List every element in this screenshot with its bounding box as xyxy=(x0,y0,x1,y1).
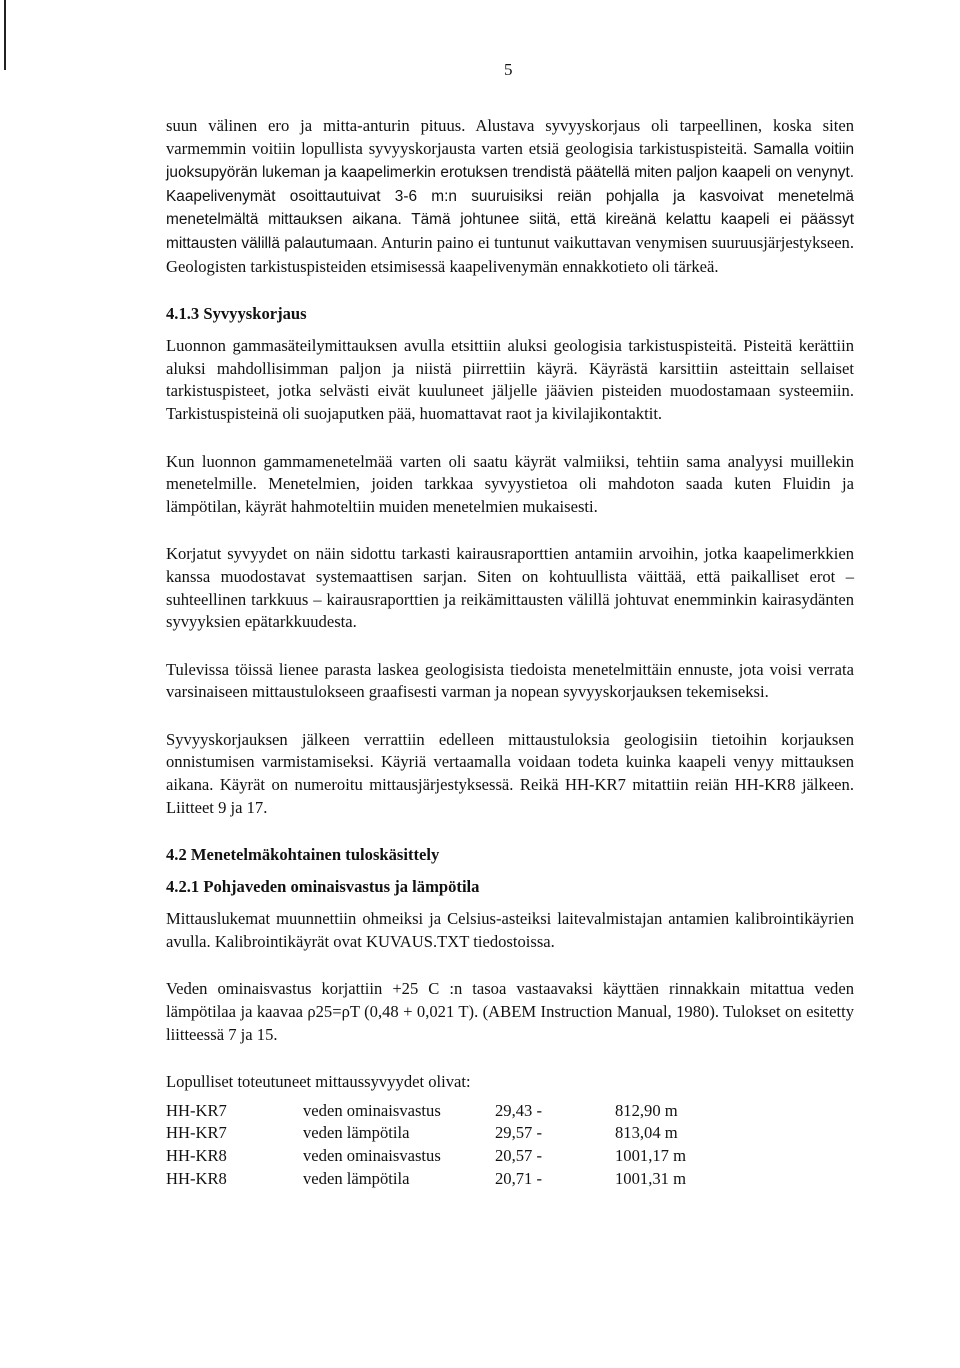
hole-cell: HH-KR8 xyxy=(166,1146,227,1165)
paragraph-cable-stretch xyxy=(166,115,854,278)
method-cell: veden lämpötila xyxy=(303,1123,410,1143)
paragraph-part: Samalla voitiin juoksupyörän lukeman ja kaapelimerkin erotuksen trendistä päätellä miten paljon kaapeli on venynyt. Kaapelivenymät osoittautuivat 3-6 m:n suuruisiksi reiän pohjalla ja kasvoivat menetelmä menetelmältä mittauksen aikana. Tämä johtunee siitä, että kireänä kelattu kaapeli ei päässyt mittausten välillä palautumaan. xyxy=(166,140,855,252)
paragraph-future-work: Tulevissa töissä lienee parasta laskea geologisista tiedoista menetelmittäin ennuste, jota voisi verrata varsinaiseen mittaustulokseen graafisesti varman ja nopean syvyyskorjauksen tekemiseksi. xyxy=(166,659,854,702)
paragraph-verification: Syvyyskorjauksen jälkeen verrattiin edelleen mittaustuloksia geologisiin tietoihin korjauksen onnistumisen varmistamiseksi. Käyriä vertaamalla voidaan todeta kuinka kaapeli venyy mittauksen aikana. Käyrät on numeroitu mittausjärjestyksessä. Reikä HH-KR7 mitattiin reiän HH-KR8 jälkeen. Liitteet 9 ja 17. xyxy=(166,729,854,817)
paragraph-gamma: Luonnon gammasäteilymittauksen avulla etsittiin aluksi geologisia tarkistuspisteitä. Pisteitä kerättiin aluksi mahdollisimman paljon ja niistä piirrettiin käyrä. Käyrästä karsittiin asteittain sellaiset tarkistuspisteet, jotka selvästi eivät kuuluneet jäljelle jäävien pisteiden muodostamaan systeemiin. Tarkistuspisteinä oli suojaputken pää, huomattavat raot ja kivilajikontaktit. xyxy=(166,336,854,423)
formula: ρ25=ρT xyxy=(307,1002,360,1022)
paragraph-part: Veden ominaisvastus korjattiin +25 C :n tasoa vastaavaksi käyttäen rinnakkain mitattua veden lämpötilaa ja kaavaa xyxy=(166,979,854,1022)
end-depth-cell: 1001,31 m xyxy=(615,1168,686,1188)
table-row xyxy=(166,1145,805,1168)
section-heading-4-2: 4.2 Menetelmäkohtainen tuloskäsittely xyxy=(166,845,440,865)
hole-cell: HH-KR8 xyxy=(166,1168,227,1188)
paragraph-part: suun välinen ero ja mitta-anturin pituus. Alustava syvyyskorjaus oli tarpeellinen, koska siten varmemmin voitiin lopullista syvyyskorjausta varten etsiä geologisia tarkistuspisteitä. xyxy=(166,116,854,158)
start-depth-cell: 29,57 - xyxy=(495,1123,543,1143)
method-cell: veden ominaisvastus xyxy=(303,1146,441,1165)
end-depth-cell: 813,04 m xyxy=(615,1123,678,1143)
section-heading-4-1-3: 4.1.3 Syvyyskorjaus xyxy=(166,304,307,324)
table-row xyxy=(166,1122,805,1145)
paragraph-resistivity-correction xyxy=(166,978,854,1046)
paragraph-final-depths-intro: Lopulliset toteutuneet mittaussyvyydet olivat: xyxy=(166,1072,471,1092)
start-depth-cell: 20,71 - xyxy=(495,1168,543,1188)
start-depth-cell: 20,57 - xyxy=(495,1146,543,1165)
paragraph-corrected-depths: Korjatut syvyydet on näin sidottu tarkasti kairausraporttien antamiin arvoihin, jotka kaapelimerkkien kanssa muodostavat systemaattisen sarjan. Siten on kohtuullista väittää, että paikalliset erot – suhteellinen tarkkuus – kairausraporttien ja reikämittausten välillä johtuvat enemminkin kairasydänten syvyyksien epätarkkuudesta. xyxy=(166,544,854,632)
paragraph-calibration: Mittauslukemat muunnettiin ohmeiksi ja Celsius-asteiksi laitevalmistajan antamien kalibrointikäyrien avulla. Kalibrointikäyrät ovat KUVAUS.TXT tiedostoissa. xyxy=(166,909,854,951)
paragraph-part: (0,48 + 0,021 T). (ABEM Instruction Manual, 1980). Tulokset on esitetty liitteessä 7 ja 15. xyxy=(166,1002,854,1044)
table-row xyxy=(166,1168,805,1191)
section-heading-4-2-1: 4.2.1 Pohjaveden ominaisvastus ja lämpötila xyxy=(166,877,480,897)
measurement-depths-table xyxy=(166,1100,805,1190)
table-row xyxy=(166,1100,805,1123)
method-cell: veden lämpötila xyxy=(303,1168,410,1188)
hole-cell: HH-KR7 xyxy=(166,1123,227,1143)
paragraph-other-methods: Kun luonnon gammamenetelmää varten oli saatu käyrät valmiiksi, tehtiin sama analyysi muillekin menetelmille. Menetelmien, joiden tarkkaa syvyystietoa oli mahdoton saada kuten Fluidin ja lämpötilan, käyrät hahmoteltiin muiden menetelmien mukaisesti. xyxy=(166,451,854,516)
hole-cell: HH-KR7 xyxy=(166,1100,227,1120)
document-body xyxy=(166,115,854,1190)
method-cell: veden ominaisvastus xyxy=(303,1100,441,1120)
end-depth-cell: 1001,17 m xyxy=(615,1146,686,1165)
page-number: 5 xyxy=(504,60,513,79)
paragraph-part: Anturin paino ei tuntunut vaikuttavan venymisen suuruusjärjestykseen. Geologisten tarkistuspisteiden etsimisessä kaapelivenymän ennakkotieto oli tärkeä. xyxy=(166,232,855,276)
scan-edge-line xyxy=(4,0,6,70)
end-depth-cell: 812,90 m xyxy=(615,1100,678,1120)
start-depth-cell: 29,43 - xyxy=(495,1100,543,1120)
